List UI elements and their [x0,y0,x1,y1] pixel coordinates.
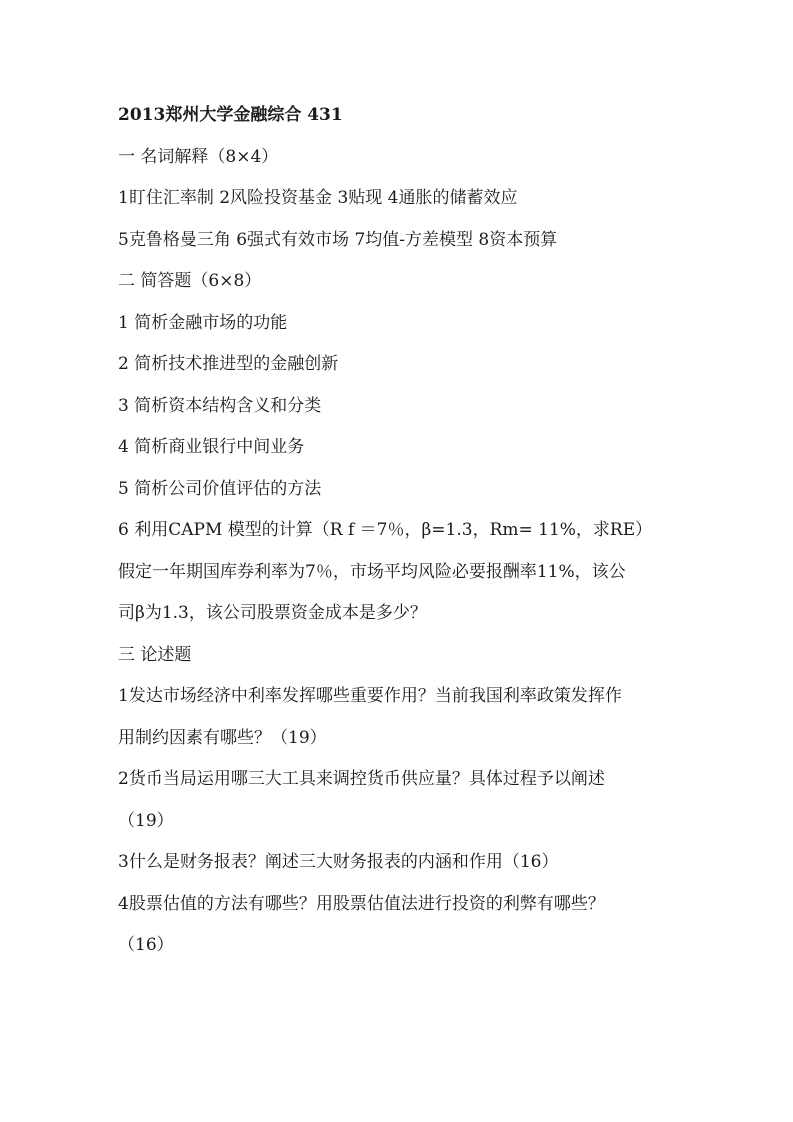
section-3-heading: 三 论述题 [118,644,192,665]
section-2-question-4: 4 简析商业银行中间业务 [118,437,305,457]
section-1-terms-line-1: 1盯住汇率制 2风险投资基金 3贴现 4通胀的储蓄效应 [118,188,518,208]
section-3-question-4-line-2: （16） [118,935,174,955]
section-3-question-1-line-1: 1发达市场经济中利率发挥哪些重要作用？当前我国利率政策发挥作 [118,686,622,706]
document-title: 2013郑州大学金融综合 431 [118,105,343,125]
document-body [118,100,688,972]
section-3-question-4-line-1: 4股票估值的方法有哪些？用股票估值法进行投资的利弊有哪些？ [118,893,605,914]
section-2-question-5: 5 简析公司价值评估的方法 [118,478,322,499]
section-2-question-6-detail-line-2: 司β为1.3，该公司股票资金成本是多少？ [118,603,427,623]
section-2-question-3: 3 简析资本结构含义和分类 [118,395,322,416]
section-2-question-1: 1 简析金融市场的功能 [118,312,288,333]
section-3-question-3: 3什么是财务报表？阐述三大财务报表的内涵和作用（16） [118,852,559,872]
section-2-question-2: 2 简析技术推进型的金融创新 [118,354,339,374]
section-1-heading: 一 名词解释（8×4） [118,146,279,167]
section-2-question-6-detail-line-1: 假定一年期国库券利率为7％，市场平均风险必要报酬率11%，该公 [118,561,626,582]
section-3-question-2-line-2: （19） [118,810,174,831]
section-3-question-1-line-2: 用制约因素有哪些？（19） [118,727,327,748]
section-1-terms-line-2: 5克鲁格曼三角 6强式有效市场 7均值-方差模型 8资本预算 [118,229,558,250]
section-3-question-2-line-1: 2货币当局运用哪三大工具来调控货币供应量？具体过程予以阐述 [118,769,605,789]
section-2-question-6: 6 利用CAPM 模型的计算（R f ＝7％，β=1.3，Rm= 11%，求RE） [118,520,653,540]
section-2-heading: 二 简答题（6×8） [118,271,262,291]
